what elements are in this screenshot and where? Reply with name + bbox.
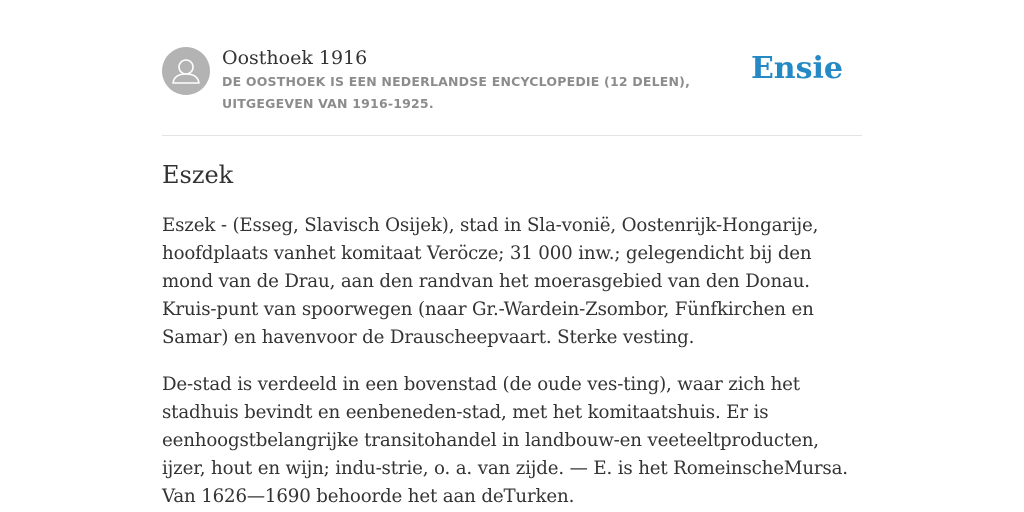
entry-paragraph: Eszek - (Esseg, Slavisch Osijek), stad in Sla-vonië, Oostenrijk-Hongarije, hoofdplaats vanhet komitaat Veröcze; 31 000 inw.; gelegendicht bij den mond van de Drau, aan den randvan het moerasgebied van den Donau. Kruis-punt van spoorwegen (naar Gr.-Wardein-Zsombor, Fünfkirchen en Samar) en havenvoor de Drauscheepvaart. Sterke vesting. xyxy=(162,215,819,348)
brand-logo[interactable]: Ensie xyxy=(750,51,843,86)
source-description: DE OOSTHOEK IS EEN NEDERLANDSE ENCYCLOPEDIE (12 DELEN), UITGEGEVEN VAN 1916-1925. xyxy=(222,74,691,111)
user-icon xyxy=(162,47,210,95)
avatar[interactable] xyxy=(162,47,210,95)
entry-paragraph: De-stad is verdeeld in een bovenstad (de oude ves-ting), waar zich het stadhuis bevindt en eenbeneden-stad, met het komitaatshuis. Er is eenhoogstbelangrijke transitohandel in landbouw-en veeteeltproducten, ijzer, hout en wijn; indu-strie, o. a. van zijde. — E. is het RomeinscheMursa. Van 1626—1690 behoorde het aan deTurken. xyxy=(162,374,848,507)
page-container xyxy=(162,0,862,507)
entry-title: Eszek xyxy=(162,161,234,189)
entry-body xyxy=(162,212,864,512)
source-title-link[interactable]: Oosthoek 1916 xyxy=(222,47,368,69)
source-header xyxy=(162,0,862,136)
source-info xyxy=(222,45,762,115)
